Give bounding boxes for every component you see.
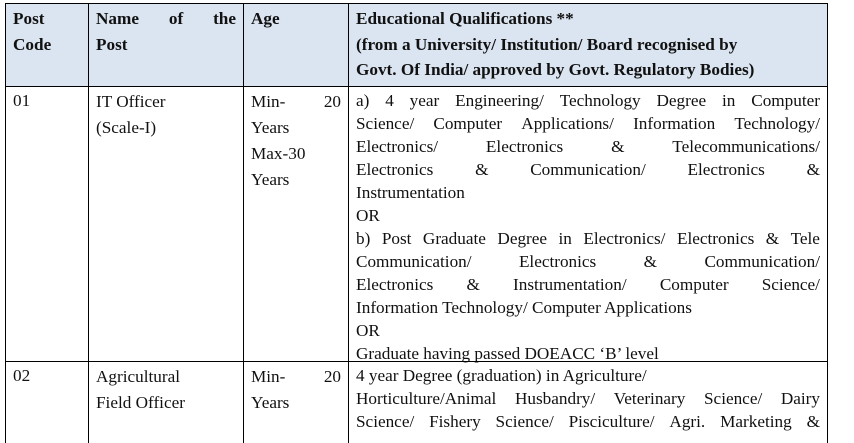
word: Electronics [485, 137, 564, 156]
word: & [806, 160, 820, 179]
word: Electronics [356, 275, 434, 294]
row-01-qualifications [348, 86, 828, 361]
row-01-age-line-1 [251, 89, 341, 115]
qualification-line: Instrumentation [356, 183, 465, 202]
word: Horticulture/Animal [356, 389, 497, 408]
word: Communication/ [530, 160, 646, 179]
word: & [475, 160, 489, 179]
qualification-line: OR [356, 321, 380, 340]
word: Applications/ [521, 114, 614, 133]
word: the [213, 9, 236, 28]
row-02-code-text: 02 [13, 366, 31, 385]
word: Electronics [518, 252, 597, 271]
word: Graduate [422, 229, 486, 248]
word: Science/ [704, 389, 763, 408]
word: Computer [433, 114, 503, 133]
word: a) [356, 91, 370, 110]
word: & [806, 412, 820, 431]
word: 20 [323, 367, 341, 386]
row-02-code [5, 361, 88, 443]
qualification-line: Graduate having passed DOEACC ‘B’ level [356, 344, 659, 363]
word: Engineering/ [455, 91, 544, 110]
header-qualifications-line-3: Govt. Of India/ approved by Govt. Regulatory Bodies) [356, 60, 755, 79]
header-post-code-line-1: Post [13, 9, 45, 28]
word: Information [633, 114, 716, 133]
word: Dairy [780, 389, 820, 408]
word: of [168, 9, 184, 28]
word: Pisciculture/ [568, 412, 655, 431]
word: & [466, 275, 480, 294]
row-01-age [243, 86, 348, 361]
qualification-line [356, 158, 820, 181]
word: Min- [251, 367, 286, 386]
word: year [409, 91, 440, 110]
header-post-code-line-2: Code [13, 34, 52, 54]
word: Post [381, 229, 412, 248]
word: Min- [251, 92, 286, 111]
header-name-of-post-line-1 [96, 6, 236, 32]
word: Degree [497, 229, 548, 248]
qualification-line: Information Technology/ Computer Applications [356, 298, 692, 317]
row-02-qualifications [348, 361, 828, 443]
word: Tele [790, 229, 820, 248]
qualification-line [356, 227, 820, 250]
header-age-label: Age [251, 9, 280, 28]
word: Science/ [761, 275, 820, 294]
header-post-code [5, 3, 88, 86]
word: Husbandry/ [514, 389, 596, 408]
row-02-qualification-lines [356, 364, 820, 433]
word: & [765, 229, 780, 248]
qualification-line [356, 410, 820, 433]
word: Agri. [669, 412, 706, 431]
row-01-code-text: 01 [13, 91, 31, 110]
header-qualifications-line-2: (from a University/ Institution/ Board recognised by [356, 34, 738, 54]
word: b) [356, 229, 371, 248]
word: in [722, 91, 736, 110]
row-02-age-line-1 [251, 364, 341, 390]
word: & [611, 137, 625, 156]
word: Electronics [356, 160, 434, 179]
header-qualifications [348, 3, 828, 86]
row-01-name-line-1: IT Officer [96, 92, 166, 111]
word: Veterinary [613, 389, 686, 408]
row-02-age-line-2: Years [251, 393, 290, 412]
row-01-age-line-3: Max-30 [251, 144, 306, 163]
word: Computer [751, 91, 820, 110]
word: Technology [559, 91, 641, 110]
row-01-name-line-2: (Scale-I) [96, 118, 157, 137]
qualifications-table [5, 3, 849, 443]
word: in [558, 229, 572, 248]
row-01-age-line-4: Years [251, 170, 290, 189]
word: 4 [385, 91, 394, 110]
word: Telecommunications/ [672, 137, 820, 156]
word: Marketing [720, 412, 792, 431]
row-02-name-line-2: Field Officer [96, 393, 185, 412]
word: Name [96, 9, 139, 28]
qualification-line [356, 89, 820, 112]
row-02-name-line-1: Agricultural [96, 367, 180, 386]
row-01-age-line-2: Years [251, 118, 290, 137]
word: Degree [656, 91, 707, 110]
row-01-code [5, 86, 88, 361]
word: & [643, 252, 658, 271]
word: Science/ [495, 412, 554, 431]
row-02-age [243, 361, 348, 443]
word: Computer [659, 275, 729, 294]
word: Instrumentation/ [513, 275, 627, 294]
row-01-name [88, 86, 243, 361]
word: Fishery [429, 412, 481, 431]
word: Science/ [356, 412, 415, 431]
word: Communication/ [356, 252, 472, 271]
word: 20 [323, 92, 341, 111]
row-02-name [88, 361, 243, 443]
header-name-of-post [88, 3, 243, 86]
header-qualifications-line-1: Educational Qualifications ** [356, 9, 574, 28]
header-age [243, 3, 348, 86]
qualification-line: 4 year Degree (graduation) in Agriculture/ [356, 366, 647, 385]
word: Communication/ [704, 252, 820, 271]
qualification-line [356, 250, 820, 273]
header-name-of-post-line-2: Post [96, 34, 128, 54]
qualification-line [356, 135, 820, 158]
word: Electronics/ [583, 229, 666, 248]
word: Electronics/ [356, 137, 439, 156]
qualification-line: OR [356, 206, 380, 225]
word: Electronics [676, 229, 755, 248]
qualification-line [356, 387, 820, 410]
word: Science/ [356, 114, 415, 133]
word: Technology/ [734, 114, 820, 133]
word: Electronics [687, 160, 765, 179]
qualification-line [356, 112, 820, 135]
row-01-qualification-lines [356, 89, 820, 365]
qualification-line [356, 273, 820, 296]
